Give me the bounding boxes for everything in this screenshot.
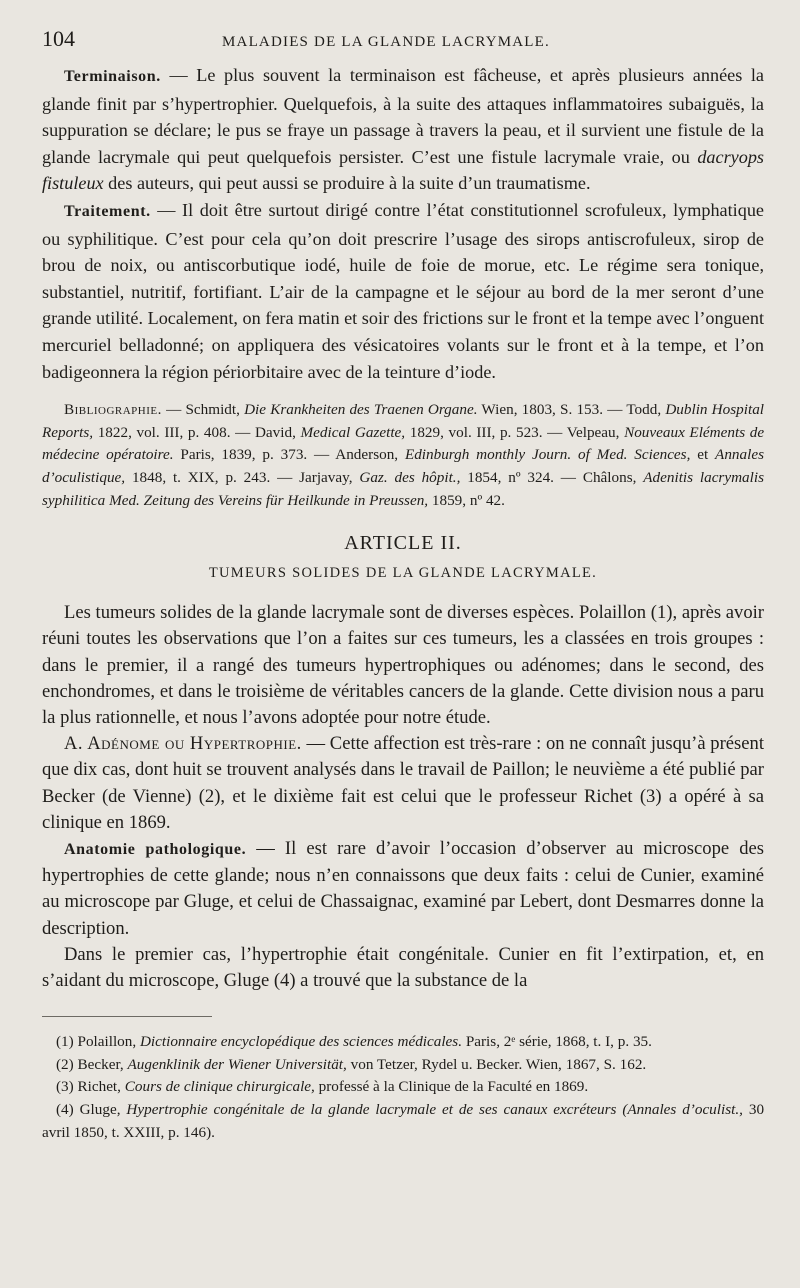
fn1-b: Paris, 2ᵉ série, 1868, t. I, p. 35. (465, 1033, 652, 1051)
footnote-1 (42, 1031, 764, 1054)
paragraph-terminaison (42, 62, 764, 197)
bib-t4: 1829, vol. III, p. 523. — Velpeau, (409, 423, 620, 441)
bib-t9: 1859, nº 42. (431, 491, 505, 509)
paragraph-adenome (42, 731, 764, 836)
lead-terminaison: Terminaison. (64, 68, 161, 85)
terminaison-text: — Le plus souvent la terminaison est fâcheuse, et après plusieurs années la glande finit par s’hypertrophier. Quelquefois, à la suite des attaques inflammatoires subaiguës, la suppuration se déclare; le pus se fraye un passage à travers la peau, et il survient une fistule de la glande lacrymale qui peut quelquefois persister. C’est une fistule lacrymale vraie, ou (42, 65, 765, 167)
traitement-text: — Il doit être surtout dirigé contre l’état constitutionnel scrofuleux, lymphatique ou syphilitique. C’est pour cela qu’on doit prescrire l’usage des sirops antiscrofuleux, sirop de brou de noix, ou antiscorbutique iodé, huile de foie de morue, etc. Le régime sera tonique, substantiel, nutritif, fortifiant. L’air de la campagne et le séjour au bord de la mer seront d’une grande utilité. Localement, on fera matin et soir des frictions sur le front et la tempe avec l’onguent mercuriel belladonné; on appliquera des vésicatoires volants sur le front et à la tempe, et l’on badigeonnera la région périorbitaire avec de la teinture d’iode. (42, 199, 764, 382)
footnote-2 (42, 1054, 764, 1077)
bibliography (42, 399, 764, 512)
fn3-i: Cours de clinique chirurgicale, (124, 1078, 315, 1096)
bib-t5: Paris, 1839, p. 373. — Anderson, (180, 446, 399, 464)
running-title: MALADIES DE LA GLANDE LACRYMALE. (222, 34, 550, 50)
bib-t3: 1822, vol. III, p. 408. — David, (97, 423, 296, 441)
fn3-a: (3) Richet, (56, 1078, 121, 1096)
bib-t8: 1854, nº 324. — Châlons, (467, 468, 637, 486)
fn1-a: (1) Polaillon, (56, 1033, 137, 1051)
lead-traitement: Traitement. (64, 202, 151, 220)
paragraph-intro: Les tumeurs solides de la glande lacrymale sont de diverses espèces. Polaillon (1), après avoir réuni toutes les observations que l’on a faites sur ces tumeurs, les a classées en trois groupes : dans le premier, il a rangé des tumeurs hypertrophiques ou adénomes; dans le second, des enchondromes, et dans le troisième de véritables cancers de la glande. Cette division nous a paru la plus rationnelle, et nous l’avons adoptée pour notre étude. (42, 602, 764, 728)
paragraph-anatomie (42, 836, 764, 942)
paragraph-traitement (42, 197, 764, 385)
article-body (42, 600, 764, 994)
footnote-4 (42, 1099, 764, 1144)
anatomie-text: — Il est rare d’avoir l’occasion d’observer au microscope des hypertrophies de cette glande; nous n’en connaissons que deux faits : celui de Cunier, examiné au microscope par Gluge, et celui de Chassaignac, examiné par Lebert, dont Desmarres donne la description. (42, 837, 764, 939)
bib-i3: Medical Gazette, (300, 423, 406, 441)
bib-t2: Wien, 1803, S. 153. — Todd, (481, 401, 662, 419)
page-number: 104 (42, 26, 75, 51)
paragraph-premier-cas: Dans le premier cas, l’hypertrophie était congénitale. Cunier en fit l’extirpation, et, en s’aidant du microscope, Gluge (4) a trouvé que la substance de la (42, 943, 764, 991)
bib-t7: 1848, t. XIX, p. 243. — Jarjavay, (131, 468, 353, 486)
fn2-i: Augenklinik der Wiener Universität, (127, 1055, 347, 1073)
adenome-text: — Cette affection est très-rare : on ne connaît jusqu’à présent que dix cas, dont huit se trouvent analysés dans le travail de Paillon; le neuvième a été publié par Becker (de Vienne) (2), et le dixième fait est celui que le professeur Richet (3) a opéré à sa clinique en 1869. (42, 733, 764, 833)
lead-anatomie: Anatomie pathologique. (64, 840, 247, 858)
page-header (42, 26, 764, 56)
bib-i1: Die Krankheiten des Traenen Organe. (244, 401, 478, 419)
footnote-rule (42, 1016, 212, 1017)
footnotes (42, 1031, 764, 1144)
terminaison-text-end: des auteurs, qui peut aussi se produire à la suite d’un traumatisme. (108, 173, 591, 194)
bib-t6: et (697, 446, 709, 464)
fn4-b: 30 avril 1850, t. XXIII, p. 146). (42, 1100, 765, 1141)
bibliography-lead: Bibliographie. (64, 401, 162, 419)
bib-i7: Gaz. des hôpit., (359, 468, 461, 486)
fn2-a: (2) Becker, (56, 1055, 124, 1073)
bib-i2: Dublin Hospital Reports, (42, 401, 765, 441)
fn4-a: (4) Gluge, (56, 1100, 121, 1118)
fn2-b: von Tetzer, Rydel u. Becker. Wien, 1867, S. 162. (350, 1055, 647, 1073)
fn1-i: Dictionnaire encyclopédique des sciences médicales. (139, 1033, 463, 1051)
fn3-b: professé à la Clinique de la Faculté en 1869. (318, 1078, 589, 1096)
bib-i8: Adenitis lacrymalis syphilitica Med. Zeitung des Vereins für Heilkunde in Preussen, (42, 468, 764, 509)
section-title: TUMEURS SOLIDES DE LA GLANDE LACRYMALE. (208, 565, 598, 582)
fn4-i: Hypertrophie congénitale de la glande lacrymale et de ses canaux excréteurs (Annales d’oculist., (126, 1100, 743, 1118)
footnote-3 (42, 1076, 764, 1099)
bib-i4: Nouveaux Eléments de médecine opératoire. (42, 423, 765, 464)
bib-t1: — Schmidt, (166, 401, 240, 419)
article-heading: ARTICLE II. (344, 532, 462, 555)
bib-i5: Edinburgh monthly Journ. of Med. Sciences, (404, 446, 691, 464)
lead-adenome: A. Adénome ou Hypertrophie. (64, 733, 302, 755)
bib-i6: Annales d’oculistique, (42, 446, 764, 486)
terminaison-italic: dacryops fistuleux (42, 146, 765, 194)
